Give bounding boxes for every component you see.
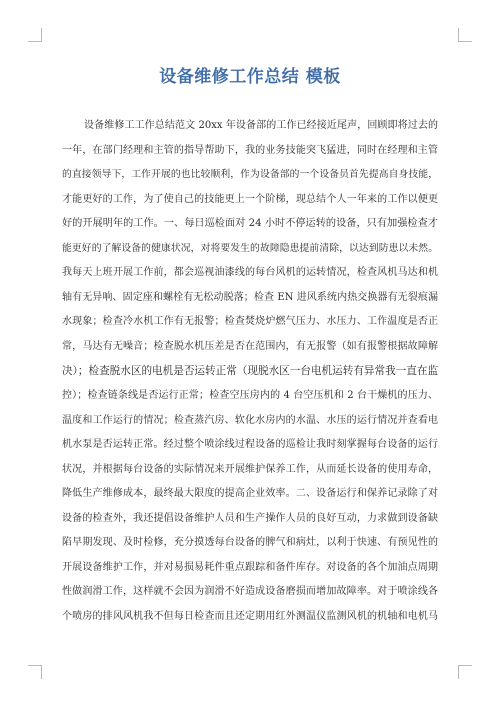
document-body bbox=[62, 114, 438, 629]
body-line: 状况，并根据每台设备的实际情况来开展维护保养工作，从而延长设备的使用寿命， bbox=[62, 463, 438, 475]
body-line: 机水泵是否运转正常。经过整个喷涂线过程设备的巡检让我时刻掌握每台设备的运行 bbox=[62, 439, 438, 451]
body-line: 降低生产维修成本，最终最大限度的提高企业效率。二、设备运行和保养记录除了对 bbox=[62, 488, 438, 500]
body-line: 水现象；检查冷水机工作有无报警；检查焚烧炉燃气压力、水压力、工作温度是否正 bbox=[62, 316, 438, 328]
body-line: 能更好的了解设备的健康状况，对将要发生的故障隐患提前清除，以达到防患以未然。 bbox=[62, 242, 438, 254]
body-line: 才能更好的工作，为了使自己的技能更上一个阶梯，现总结个人一年来的工作以便更 bbox=[62, 193, 438, 205]
body-line: 的直接领导下，工作开展的也比较顺利，作为设备部的一个设备员首先提高自身技能， bbox=[62, 169, 438, 181]
body-line: 陷早期发现、及时检修，充分摸透每台设备的脾气和病灶，以利于快速、有预见性的 bbox=[62, 537, 438, 549]
body-line: 轴有无异响、固定座和螺栓有无松动脱落；检查 EN 进风系统内热交换器有无裂痕漏 bbox=[62, 291, 438, 303]
crop-mark-top-left bbox=[28, 28, 42, 42]
crop-mark-bottom-left bbox=[28, 665, 42, 679]
body-line: 温度和工作运行的情况；检查蒸汽房、软化水房内的水温、水压的运行情况并查看电 bbox=[62, 414, 438, 426]
body-line: 一年，在部门经理和主管的指导帮助下，我的业务技能突飞猛进，同时在经理和主管 bbox=[62, 144, 438, 156]
body-line: 设备维修工工作总结范文 20xx 年设备部的工作已经接近尾声，回顾即将过去的 bbox=[84, 120, 438, 131]
body-line: 我每天上班开展工作前，都会巡视油漆线的每台风机的运转情况，检查风机马达和机 bbox=[62, 267, 438, 279]
body-line: 控）；检查链条线是否运行正常；检查空压房内的 4 台空压机和 2 台干燥机的压力、 bbox=[62, 390, 438, 402]
body-line: 常，马达有无噪音；检查脱水机压差是否在范围内，有无报警（如有报警根据故障解 bbox=[62, 340, 438, 352]
body-line: 个喷房的排风风机我不但每日检查而且还定期用红外测温仪监测风机的机轴和电机马 bbox=[62, 610, 438, 622]
crop-mark-top-right bbox=[458, 28, 472, 42]
body-line: 性做润滑工作，这样就不会因为润滑不好造成设备磨损而增加故障率。对于喷涂线各 bbox=[62, 586, 438, 598]
document-title: 设备维修工作总结 模板 bbox=[159, 67, 341, 87]
body-line: 设备的检查外，我还提倡设备维护人员和生产操作人员的良好互动，力求做到设备缺 bbox=[62, 512, 438, 524]
crop-mark-bottom-right bbox=[458, 665, 472, 679]
body-line: 开展设备维护工作，并对易损易耗件重点跟踪和备件库存。对设备的各个加油点周期 bbox=[62, 561, 438, 573]
body-line: 决）；检查脱水区的电机是否运转正常（现脱水区一台电机运转有异常我一直在监 bbox=[62, 365, 439, 378]
body-line: 好的开展明年的工作。一、每日巡检面对 24 小时不停运转的设备，只有加强检查才 bbox=[62, 218, 438, 230]
